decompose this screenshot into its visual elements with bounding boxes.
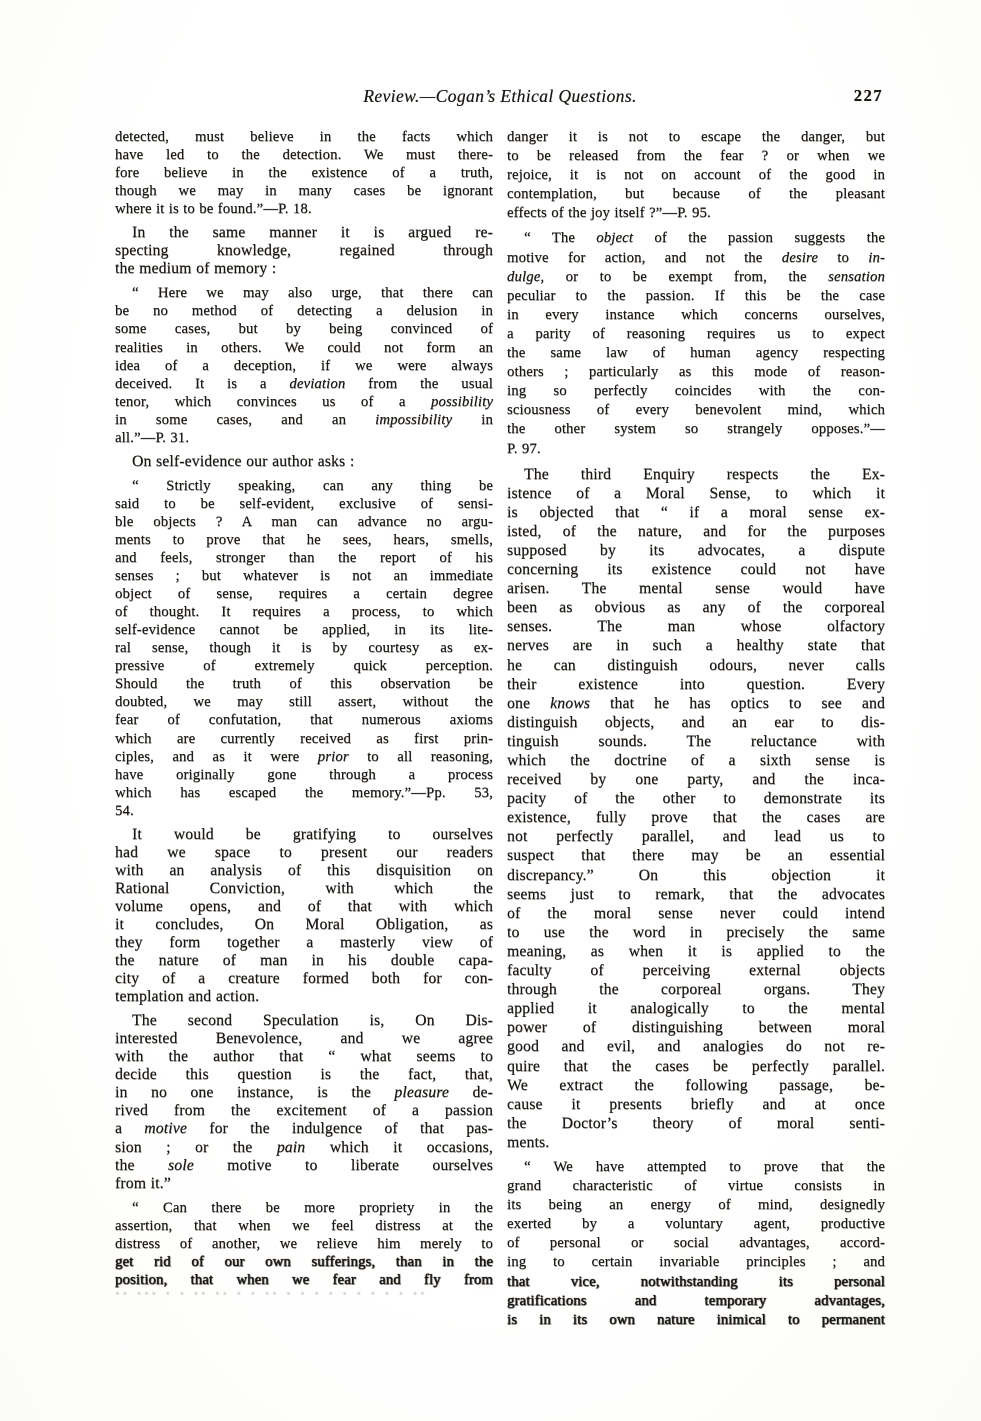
paragraph (507, 465, 885, 1152)
text-line: be no method of detecting a delusion in (115, 303, 493, 320)
text-line: ciples, and as it were prior to all reasoning, (115, 748, 493, 765)
text-line: others ; particularly as this mode of reason- (507, 364, 885, 381)
text-line: of the moral sense never could intend (507, 904, 885, 922)
text-line: in some cases, and an impossibility in (115, 411, 493, 428)
text-line: through the corporeal organs. They (507, 981, 885, 999)
text-line: “ Here we may also urge, that there can (132, 285, 493, 302)
text-line: contemplation, but because of the pleasant (507, 186, 885, 203)
text-line: that vice, notwithstanding its personal (507, 1273, 885, 1290)
text-line: dulge, or to be exempt from, the sensation (507, 268, 885, 285)
text-line: The second Speculation is, On Dis- (132, 1012, 493, 1030)
text-line: sion ; or the pain which it occasions, (115, 1138, 494, 1156)
text-line: effects of the joy itself ?”—P. 95. (507, 205, 711, 222)
text-line: gratifications and temporary advantages, (507, 1292, 885, 1309)
text-line: self-evidence cannot be applied, in its lite- (115, 622, 493, 639)
text-line: concerning its existence could not have (507, 561, 885, 579)
text-line: of personal or social advantages, accord- (507, 1235, 885, 1252)
text-line: rejoice, it is not on account of the good in (507, 167, 885, 184)
text-line: specting knowledge, regained through (115, 242, 493, 260)
text-line: a parity of reasoning requires us to expect (507, 325, 885, 342)
text-line: the sole motive to liberate ourselves (115, 1156, 494, 1174)
running-head (115, 86, 885, 110)
text-line: On self-evidence our author asks : (132, 452, 355, 470)
text-line: It would be gratifying to ourselves (132, 825, 493, 843)
text-line: its being an energy of mind, designedly (507, 1197, 885, 1214)
text-line: rived from the excitement of a passion (115, 1102, 493, 1120)
text-line: grand characteristic of virtue consists in (507, 1178, 885, 1195)
text-line: have led to the detection. We must there- (115, 147, 493, 164)
text-line: senses. The man whose olfactory (507, 618, 885, 636)
text-line: “ We have attempted to prove that the (524, 1158, 885, 1175)
text-line: with an analysis of this disquisition on (115, 861, 493, 879)
text-line: their existence into question. Every (507, 675, 885, 693)
text-line: idea of a deception, if we were always (115, 357, 493, 374)
text-line: We extract the following passage, be- (507, 1076, 885, 1094)
text-line: where it is to be found.”—P. 18. (115, 201, 312, 218)
text-line: he can distinguish odours, never calls (507, 656, 885, 674)
text-line: nerves are in such a healthy state that (507, 637, 885, 655)
text-line: “ Strictly speaking, can any thing be (132, 477, 493, 494)
text-line: motive for action, and not the desire to in- (507, 249, 886, 266)
text-line: detected, must believe in the facts which (115, 129, 493, 145)
text-line: quire that the cases be perfectly parallel. (507, 1057, 885, 1075)
text-line: which the doctrine of a sixth sense is (507, 752, 885, 769)
text-line: discrepancy.” On this objection it (507, 866, 885, 884)
text-line: doubted, we may still assert, without the (115, 694, 493, 711)
text-line: a motive for the indulgence of that pas- (115, 1120, 493, 1138)
text-line: pacity of the other to demonstrate its (507, 790, 885, 808)
text-line: ral sense, though it is by courtesy as ex- (115, 640, 493, 657)
text-line: is objected that “ if a moral sense ex- (507, 503, 885, 521)
text-line: Should the truth of this observation be (115, 676, 493, 693)
text-line: not perfectly parallel, and lead us to (507, 828, 885, 846)
text-line: received by one party, and the inca- (507, 771, 885, 789)
text-line: pressive of extremely quick perception. (115, 658, 493, 675)
paragraph (115, 224, 493, 278)
text-line: ing to certain invariable principles ; and (507, 1254, 885, 1271)
text-line: In the same manner it is argued re- (132, 224, 493, 242)
text-line: in every instance which concerns ourselves, (507, 306, 885, 323)
text-line: it concludes, On Moral Obligation, as (115, 915, 493, 933)
text-line: one knows that he has optics to see and (507, 694, 885, 712)
quoted-extract (507, 229, 885, 458)
text-line: city of a creature formed both for con- (115, 970, 493, 988)
text-line: distress of another, we relieve him merely to (115, 1235, 493, 1252)
left-column (115, 128, 493, 1300)
text-line: senses ; but whatever is not an immediate (115, 568, 493, 585)
text-line: realities in others. We could not form an (115, 339, 493, 356)
text-line: 54. (115, 802, 134, 819)
text-line: assertion, that when we feel distress at the (115, 1217, 493, 1234)
text-line: with the author that “ what seems to (115, 1048, 493, 1066)
text-line: fore believe in the existence of a truth, (115, 165, 493, 182)
text-line: position, that when we fear and fly from (115, 1271, 493, 1288)
text-line: tenor, which convinces us of a possibility (115, 393, 493, 410)
page-number: 227 (853, 86, 883, 105)
text-line: of thought. It requires a process, to which (115, 604, 493, 621)
text-line: all.”—P. 31. (115, 429, 190, 446)
quoted-extract (115, 1199, 493, 1300)
quoted-extract (115, 284, 493, 446)
text-line: P. 97. (507, 440, 541, 457)
right-column (507, 128, 885, 1330)
text-line: “ Can there be more propriety in the (132, 1199, 493, 1216)
text-line: istence of a Moral Sense, to which it (507, 484, 885, 502)
text-line: which has escaped the memory.”—Pp. 53, (115, 784, 493, 801)
text-line: arisen. The mental sense would have (507, 580, 885, 598)
text-line: The third Enquiry respects the Ex- (524, 465, 885, 483)
paragraph (115, 453, 493, 471)
text-line: is in its own nature inimical to permanent (507, 1311, 885, 1328)
text-line: deceived. It is a deviation from the usual (115, 375, 493, 392)
text-line: which are currently received as first prin- (115, 730, 493, 747)
text-line: exerted by a voluntary agent, productive (507, 1216, 885, 1233)
text-line: get rid of our own sufferings, than in the (115, 1253, 493, 1270)
text-line: supposed by its advocates, a dispute (507, 541, 885, 559)
text-line: ing so perfectly coincides with the con- (507, 383, 885, 400)
text-line: good and evil, and analogies do not re- (507, 1038, 885, 1056)
text-line: the same law of human agency respecting (507, 345, 885, 362)
text-line: been as obvious as any of the corporeal (507, 599, 885, 617)
text-line: the Doctor’s theory of moral senti- (507, 1114, 885, 1132)
text-line: from it.” (115, 1174, 171, 1192)
text-line: applied it analogically to the mental (507, 1000, 885, 1018)
text-line: power of distinguishing between moral (507, 1019, 885, 1037)
text-line: templation and action. (115, 988, 260, 1006)
text-line: existence, fully prove that the cases are (507, 809, 885, 827)
quoted-extract (115, 477, 493, 820)
text-line: some cases, but by being convinced of (115, 321, 493, 338)
text-line: suspect that there may be an essential (507, 847, 885, 865)
text-line: in no one instance, is the pleasure de- (115, 1084, 493, 1102)
text-line: ments. (507, 1133, 550, 1151)
text-line: faculty of perceiving external objects (507, 962, 885, 980)
text-line: object of sense, requires a certain degree (115, 586, 493, 603)
text-line: sciousness of every benevolent mind, which (507, 402, 885, 419)
text-line: ble objects ? A man can advance no argu- (115, 513, 493, 530)
text-line: cause it presents briefly and at once (507, 1095, 885, 1113)
text-line: distinguish objects, and an ear to dis- (507, 713, 885, 731)
paragraph (115, 1012, 493, 1192)
text-line: isted, of the nature, and for the purposes (507, 522, 885, 540)
text-line: ·· ··· · · ·· ·· · · ·· · · · · · · · · · ·· (115, 1288, 428, 1300)
text-line: meaning, as when it is applied to the (507, 942, 885, 960)
text-line: Rational Conviction, with which the (115, 879, 493, 897)
text-line: “ The object of the passion suggests the (524, 230, 885, 247)
text-line: had we space to present our readers (115, 843, 493, 861)
text-line: the nature of man in his double capa- (115, 952, 493, 970)
text-line: they form together a masterly view of (115, 934, 493, 952)
text-line: peculiar to the passion. If this be the case (507, 287, 885, 304)
text-line: the other system so strangely opposes.”— (507, 421, 885, 438)
page-header-title: Review.—Cogan’s Ethical Questions. (363, 86, 637, 106)
text-line: the medium of memory : (115, 260, 277, 278)
text-line: and feels, stronger than the report of his (115, 550, 493, 567)
text-line: interested Benevolence, and we agree (115, 1030, 493, 1048)
text-line: said to be self-evident, exclusive of sensi- (115, 495, 493, 512)
text-line: seems just to remark, that the advocates (507, 885, 885, 903)
text-line: have originally gone through a process (115, 766, 493, 783)
text-line: tinguish sounds. The reluctance with (507, 732, 885, 750)
quoted-extract (507, 1158, 885, 1330)
text-line: ments to prove that he sees, hears, smells, (115, 531, 493, 548)
text-columns (115, 128, 885, 1330)
text-line: volume opens, and of that with which (115, 897, 493, 915)
paragraph (115, 826, 493, 1006)
text-line: decide this question is the fact, that, (115, 1066, 493, 1084)
text-line: to use the word in precisely the same (507, 923, 885, 941)
quoted-extract (507, 128, 885, 223)
quoted-extract (115, 128, 493, 218)
text-line: though we may in many cases be ignorant (115, 183, 493, 200)
text-line: fear of confutation, that numerous axioms (115, 712, 493, 729)
text-line: danger it is not to escape the danger, but (507, 129, 885, 145)
text-line: to be released from the fear ? or when we (507, 148, 885, 165)
